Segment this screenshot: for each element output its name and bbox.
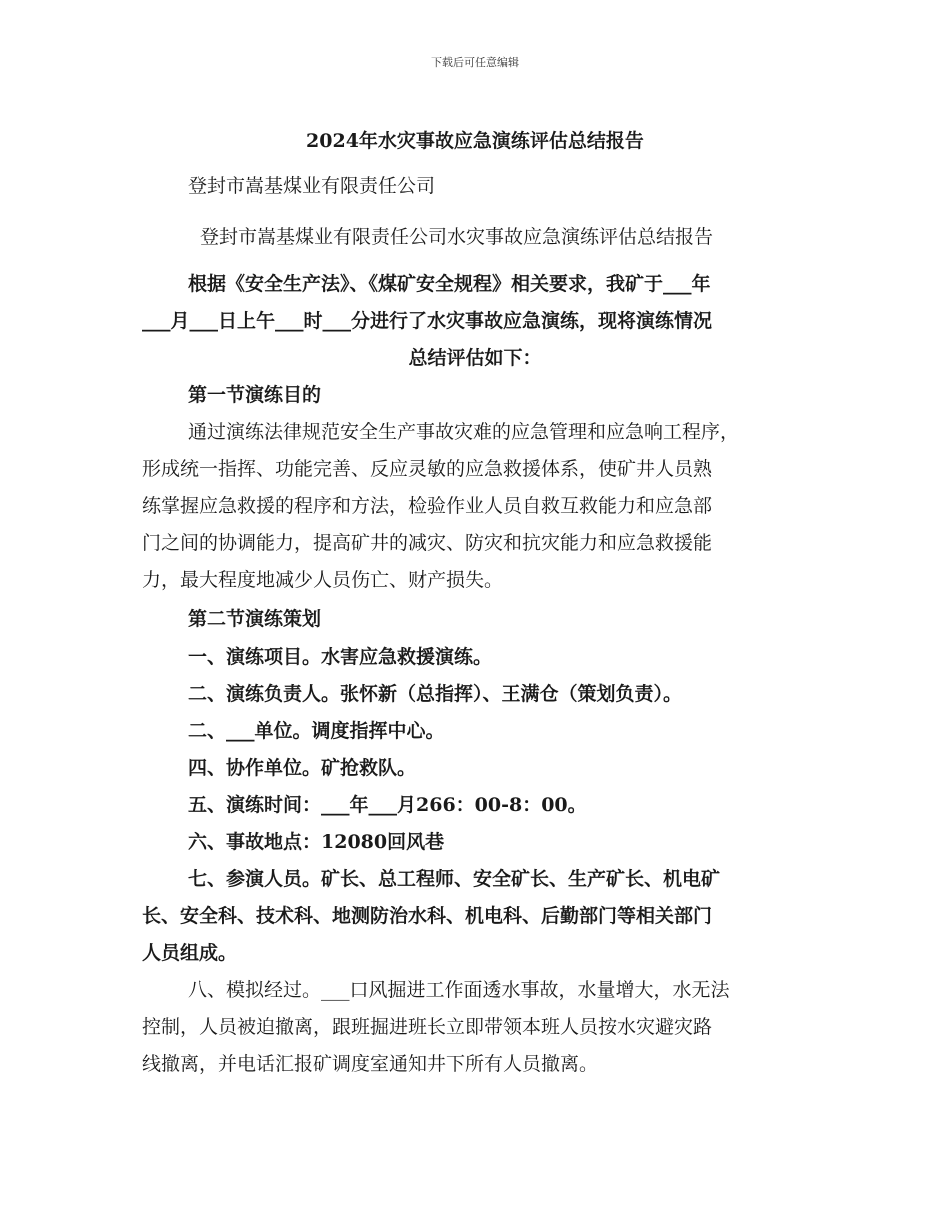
paragraph-line: 力，最大程度地减少人员伤亡、财产损失。 [142, 569, 504, 591]
paragraph-line: 人员组成。 [142, 942, 238, 964]
report-subtitle: 登封市嵩基煤业有限责任公司水灾事故应急演练评估总结报告 [200, 226, 714, 248]
paragraph-line: 练掌握应急救援的程序和方法，检验作业人员自救互救能力和应急部 [142, 495, 713, 517]
document-title: 2024年水灾事故应急演练评估总结报告 [306, 130, 644, 152]
paragraph-line: 八、模拟经过。___口风掘进工作面透水事故，水量增大，水无法 [188, 979, 730, 1001]
intro-line: ___月___日上午___时___分进行了水灾事故应急演练，现将演练情况 [142, 310, 713, 332]
section2-heading: 第二节演练策划 [188, 608, 322, 630]
paragraph-line: 长、安全科、技术科、地测防治水科、机电科、后勤部门等相关部门 [142, 905, 713, 927]
intro-line: 根据《安全生产法》、《煤矿安全规程》相关要求，我矿于___年 [188, 273, 711, 295]
paragraph-line: 门之间的协调能力，提高矿井的减灾、防灾和抗灾能力和应急救援能 [142, 532, 713, 554]
intro-line: 总结评估如下： [408, 347, 542, 369]
paragraph-line: 线撤离，并电话汇报矿调度室通知井下所有人员撤离。 [142, 1053, 599, 1075]
list-item: 一、演练项目。水害应急救援演练。 [188, 646, 493, 668]
section1-heading: 第一节演练目的 [188, 384, 322, 406]
paragraph-line: 七、参演人员。矿长、总工程师、安全矿长、生产矿长、机电矿 [188, 868, 721, 890]
company-name: 登封市嵩基煤业有限责任公司 [188, 175, 436, 197]
paragraph-line: 形成统一指挥、功能完善、反应灵敏的应急救援体系，使矿井人员熟 [142, 458, 713, 480]
list-item: 二、演练负责人。张怀新（总指挥）、王满仓（策划负责）。 [188, 683, 683, 705]
list-item: 二、___单位。调度指挥中心。 [188, 720, 445, 742]
list-item: 四、协作单位。矿抢救队。 [188, 757, 417, 779]
list-item: 六、事故地点：12080回风巷 [188, 831, 445, 853]
list-item: 五、演练时间：___年___月266：00-8：00。 [188, 794, 587, 816]
page-header: 下载后可任意编辑 [431, 56, 519, 69]
paragraph-line: 控制，人员被迫撤离，跟班掘进班长立即带领本班人员按水灾避灾路 [142, 1016, 713, 1038]
paragraph-line: 通过演练法律规范安全生产事故灾难的应急管理和应急响工程序， [188, 421, 740, 443]
